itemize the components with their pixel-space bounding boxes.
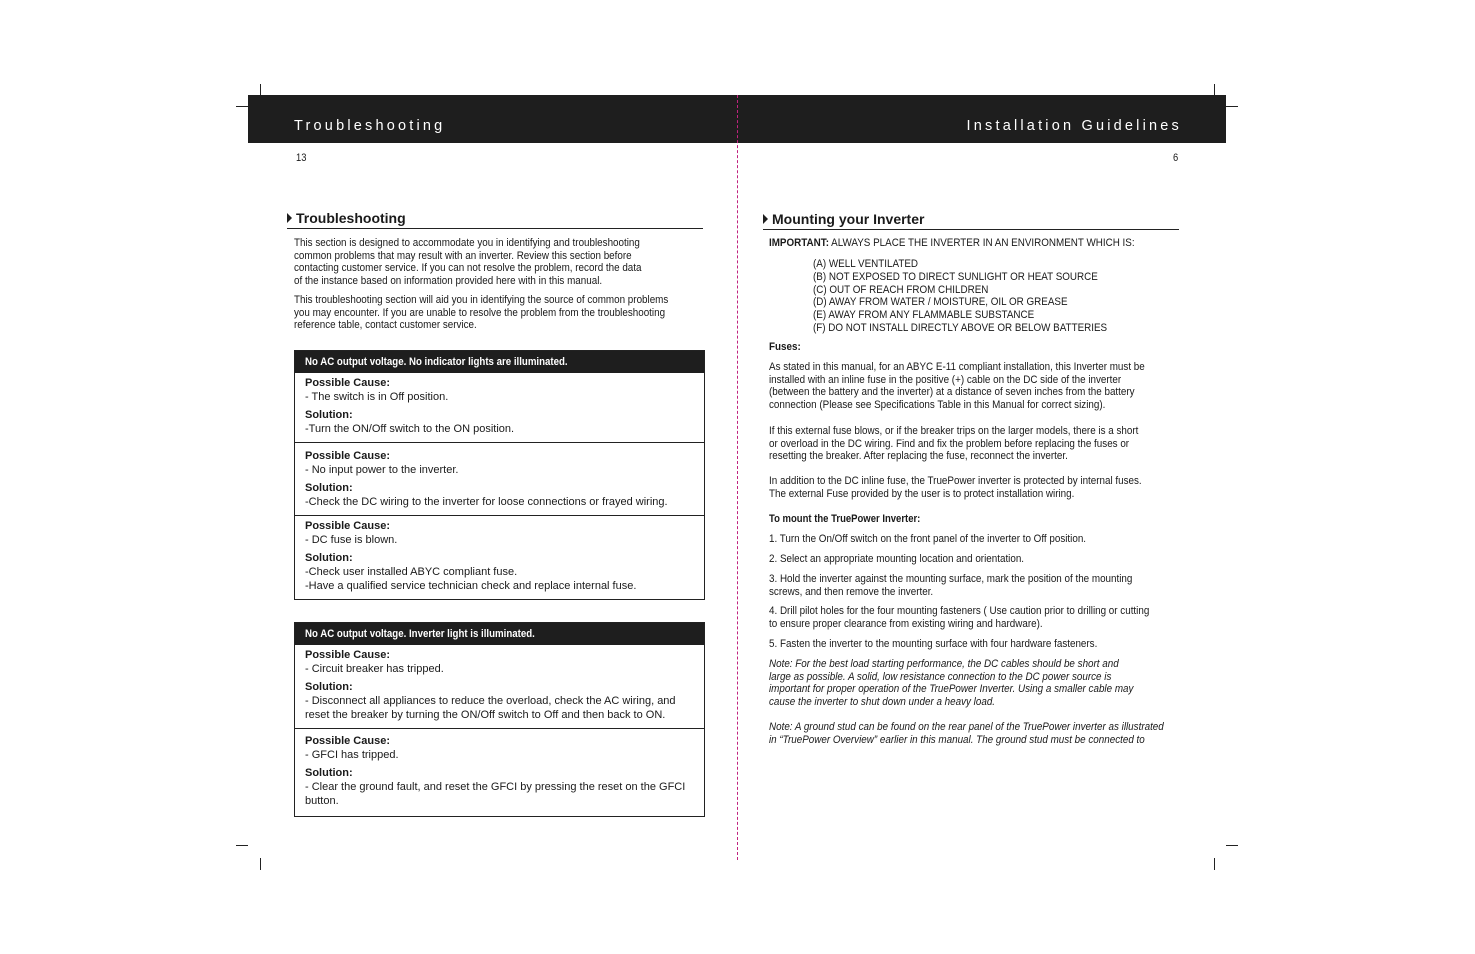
mounting-heading: Mounting your Inverter xyxy=(763,211,1179,230)
left-header-bar xyxy=(248,95,738,143)
table-title: No AC output voltage. No indicator lights are illuminated. xyxy=(295,351,704,373)
crop-mark xyxy=(1226,106,1238,107)
troubleshooting-heading: Troubleshooting xyxy=(287,210,703,229)
table-row: Possible Cause: - DC fuse is blown. Solution: -Check user installed ABYC compliant fuse. -Have a qualified service technician check and replace internal fuse. xyxy=(295,515,704,599)
crop-mark xyxy=(236,845,248,846)
list-item: (E) AWAY FROM ANY FLAMMABLE SUBSTANCE xyxy=(813,309,1035,322)
note-paragraph-1: Note: For the best load starting performance, the DC cables should be short and large as possible. A solid, low resistance connection to the DC power source is important for proper operation of the TruePower Inverter. Using a smaller cable may cause the inverter to shut down under a heavy load. xyxy=(769,658,1134,708)
list-item: (C) OUT OF REACH FROM CHILDREN xyxy=(813,283,989,296)
step-item: 5. Fasten the inverter to the mounting surface with four hardware fasteners. xyxy=(769,638,1098,650)
step-item: 1. Turn the On/Off switch on the front panel of the inverter to Off position. xyxy=(769,533,1087,545)
left-page-number: 13 xyxy=(296,152,307,164)
fuses-paragraph-1: As stated in this manual, for an ABYC E-11 compliant installation, this Inverter must be installed with an inline fuse in the positive (+) cable on the DC side of the inverter (between the battery and the inverter) at a distance of seven inches from the battery connection (Please see Specifications Table in this Manual for correct sizing). xyxy=(769,361,1145,411)
step-item: 3. Hold the inverter against the mounting surface, mark the position of the mounting screws, and then remove the inverter. xyxy=(769,573,1133,598)
mount-label: To mount the TruePower Inverter: xyxy=(769,513,921,525)
table-row: Possible Cause: - GFCI has tripped. Solution: - Clear the ground fault, and reset the GFCI by pressing the reset on the GFCI button. xyxy=(295,728,704,816)
table-row: Possible Cause: - Circuit breaker has tripped. Solution: - Disconnect all appliances to reduce the overload, check the AC wiring, and reset the breaker by turning the ON/Off switch to Off and then back to ON. xyxy=(305,649,676,721)
bullet-arrow-icon xyxy=(287,213,292,223)
fuses-paragraph-2: If this external fuse blows, or if the breaker trips on the larger models, there is a short or overload in the DC wiring. Find and fix the problem before replacing the fuses or resetting the breaker. After replacing the fuse, reconnect the inverter. xyxy=(769,425,1139,463)
left-header-title: Troubleshooting xyxy=(294,118,446,134)
intro-paragraph-2: This troubleshooting section will aid you in identifying the source of common problems you may encounter. If you are unable to resolve the problem from the troubleshooting reference table, contact customer service. xyxy=(294,294,669,332)
important-line: IMPORTANT: ALWAYS PLACE THE INVERTER IN AN ENVIRONMENT WHICH IS: xyxy=(769,237,1135,249)
crop-mark xyxy=(1226,845,1238,846)
fuses-paragraph-3: In addition to the DC inline fuse, the TruePower inverter is protected by internal fuses. The external Fuse provided by the user is to protect installation wiring. xyxy=(769,475,1142,500)
crop-mark xyxy=(236,106,248,107)
step-item: 2. Select an appropriate mounting location and orientation. xyxy=(769,553,1025,565)
step-item: 4. Drill pilot holes for the four mounting fasteners ( Use caution prior to drilling or cutting to ensure proper clearance from existing wiring and hardware). xyxy=(769,605,1150,630)
table-title: No AC output voltage. Inverter light is illuminated. xyxy=(295,623,704,645)
bullet-arrow-icon xyxy=(763,214,768,224)
list-item: (D) AWAY FROM WATER / MOISTURE, OIL OR GREASE xyxy=(813,296,1068,309)
list-item: (B) NOT EXPOSED TO DIRECT SUNLIGHT OR HEAT SOURCE xyxy=(813,270,1098,283)
note-paragraph-2: Note: A ground stud can be found on the rear panel of the TruePower inverter as illustrated in “TruePower Overview” earlier in this manual. The ground stud must be connected to xyxy=(769,721,1164,746)
crop-mark xyxy=(260,858,261,870)
list-item: (A) WELL VENTILATED xyxy=(813,258,919,270)
fold-line xyxy=(737,95,738,860)
troubleshooting-table-2 xyxy=(294,622,705,817)
crop-mark xyxy=(1214,858,1215,870)
table-row: Possible Cause: - The switch is in Off position. Solution: -Turn the ON/Off switch to the ON position. xyxy=(305,377,515,435)
intro-paragraph-1: This section is designed to accommodate you in identifying and troubleshooting common problems that may result with an inverter. Review this section before contacting customer service. If you can not resolve the problem, record the data of the instance based on information provided here with in this manual. xyxy=(294,237,642,287)
fuses-label: Fuses: xyxy=(769,341,801,353)
table-row: Possible Cause: - No input power to the inverter. Solution: -Check the DC wiring to the inverter for loose connections or frayed wiring. xyxy=(295,442,704,515)
right-header-title: Installation Guidelines xyxy=(966,118,1182,134)
list-item: (F) DO NOT INSTALL DIRECTLY ABOVE OR BELOW BATTERIES xyxy=(813,321,1108,334)
conditions-list xyxy=(813,258,1107,335)
troubleshooting-table-1 xyxy=(294,350,705,600)
right-page-number: 6 xyxy=(1173,152,1179,164)
right-header-bar xyxy=(738,95,1226,143)
